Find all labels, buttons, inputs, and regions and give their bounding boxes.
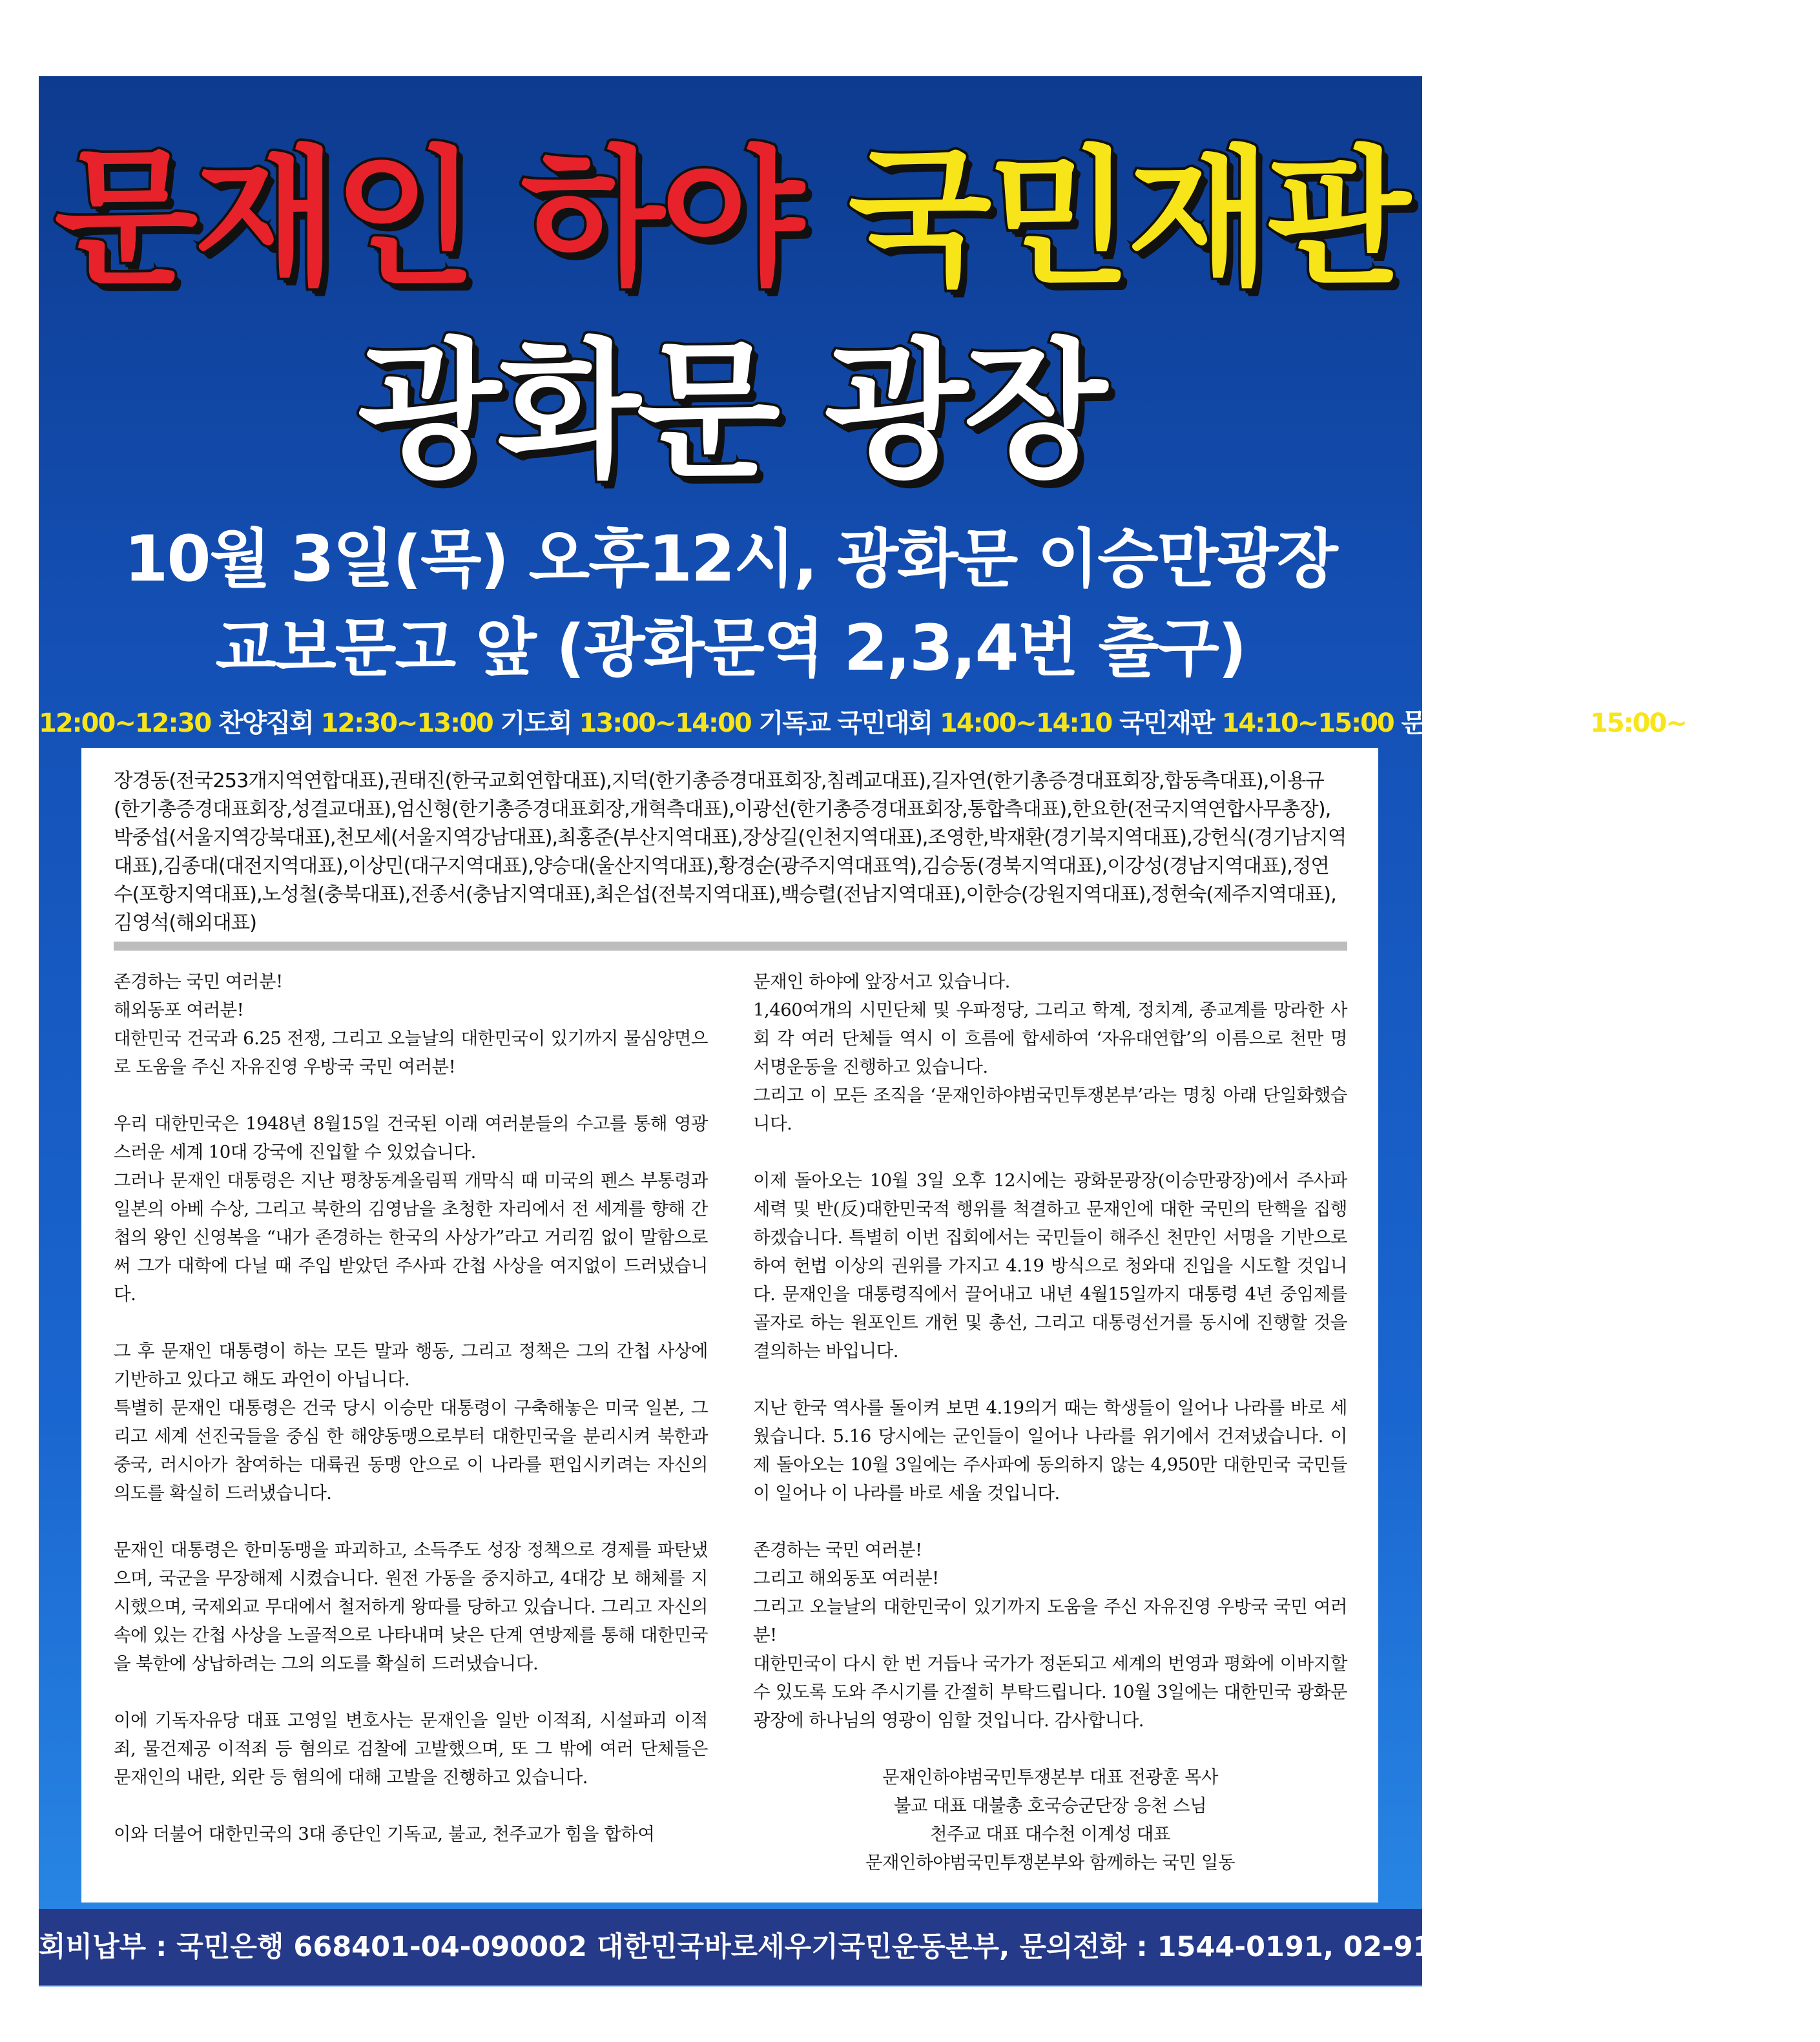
schedule-time: 12:00~12:30 [39,708,211,738]
headline-line1 [39,133,1422,305]
body-column-right [753,967,1347,1877]
signature-block [753,1763,1347,1877]
body-paragraph: 우리 대한민국은 1948년 8월15일 건국된 이래 여러분들의 수고를 통해 영광스러운 세계 10대 강국에 진입할 수 있었습니다. [114,1113,708,1162]
schedule-item: 청와대 진입 [1686,708,1820,738]
body-paragraph: 지난 한국 역사를 돌이켜 보면 4.19의거 때는 학생들이 일어나 나라를 바로 세웠습니다. 5.16 당시에는 군인들이 일어나 나라를 위기에서 건져냈습니다. 이제 돌아오는 10월 3일에는 주사파에 동의하지 않는 4,950만 대한민국 국민들이 일어나 이 나라를 바로 세울 것입니다. [753,1397,1347,1503]
body-paragraph: 문재인 하야에 앞장서고 있습니다. [753,971,1010,992]
body-paragraph: 해외동포 여러분! [114,1000,244,1020]
body-paragraph: 이에 기독자유당 대표 고영일 변호사는 문재인을 일반 이적죄, 시설파괴 이적죄, 물건제공 이적죄 등 혐의로 검찰에 고발했으며, 또 그 밖에 여러 단체들은 문재인의 내란, 외란 등 혐의에 대해 고발을 진행하고 있습니다. [114,1710,708,1788]
body-paragraph: 대한민국 건국과 6.25 전쟁, 그리고 오늘날의 대한민국이 있기까지 물심양면으로 도움을 주신 자유진영 우방국 국민 여러분! [114,1028,708,1077]
headline-yellow-text: 국민재판 [848,133,1407,305]
body-paragraph: 1,460여개의 시민단체 및 우파정당, 그리고 학계, 정치계, 종교계를 망라한 사회 각 여러 단체들 역시 이 흐름에 합세하여 ‘자유대연합’의 이름으로 천만 명 서명운동을 진행하고 있습니다. [753,1000,1347,1077]
event-datetime: 10월 3일(목) 오후12시, 광화문 이승만광장 [124,522,1337,596]
body-paragraph: 그 후 문재인 대통령이 하는 모든 말과 행동, 그리고 정책은 그의 간첩 사상에 기반하고 있다고 해도 과언이 아닙니다. [114,1341,708,1390]
schedule-item: 찬양집회 [211,708,321,738]
body-paragraph: 그리고 이 모든 조직을 ‘문재인하야범국민투쟁본부’라는 명칭 아래 단일화했습니다. [753,1085,1347,1134]
body-paragraph: 존경하는 국민 여러분! [114,971,283,992]
schedule-item: 기독교 국민대회 [750,708,940,738]
body-column-right-text [753,967,1347,1735]
body-paragraph: 이와 더불어 대한민국의 3대 종단인 기독교, 불교, 천주교가 힘을 합하여 [114,1824,655,1844]
headline-red-text: 문재인 하야 [54,133,801,305]
schedule-item: 문재인 하야 연설 [1393,708,1590,738]
body-paragraph: 문재인 대통령은 한미동맹을 파괴하고, 소득주도 성장 정책으로 경제를 파탄냈으며, 국군을 무장해제 시켰습니다. 원전 가동을 중지하고, 4대강 보 해체를 지시했으며, 국제외교 무대에서 철저하게 왕따를 당하고 있습니다. 그리고 자신의 속에 있는 간첩 사상을 노골적으로 나타내며 낮은 단계 연방제를 통해 대한민국을 북한에 상납하려는 그의 의도를 확실히 드러냈습니다. [114,1540,708,1674]
signature-line: 천주교 대표 대수천 이계성 대표 [930,1824,1170,1844]
signature-line: 문재인하야범국민투쟁본부와 함께하는 국민 일동 [865,1852,1236,1873]
signature-line: 문재인하야범국민투쟁본부 대표 전광훈 목사 [882,1767,1218,1788]
signers-list: 장경동(전국253개지역연합대표),권태진(한국교회연합대표),지덕(한기총증경대표회장,침례교대표),길자연(한기총증경대표회장,합동측대표),이용규(한기총증경대표회장,성결교대표),엄신형(한기총증경대표회장,개혁측대표),이광선(한기총증경대표회장,통합측대표),한요한(전국지역연합사무총장),박중섭(서울지역강북대표),천모세(서울지역강남대표),최홍준(부산지역대표),장상길(인천지역대표),조영한,박재환(경기북지역대표),강헌식(경기남지역대표),김종대(대전지역대표),이상민(대구지역대표),양승대(울산지역대표),황경순(광주지역대표역),김승동(경북지역대표),이강성(경남지역대표),정연수(포항지역대표),노성철(충북대표),전종서(충남지역대표),최은섭(전북지역대표),백승렬(전남지역대표),이한승(강원지역대표),정현숙(제주지역대표),김영석(해외대표) [114,770,1347,934]
schedule-time: 14:10~15:00 [1221,708,1394,738]
body-paragraph: 그리고 해외동포 여러분! [753,1568,939,1589]
schedule-time: 15:00~ [1589,708,1686,738]
body-paragraph: 그리고 오늘날의 대한민국이 있기까지 도움을 주신 자유진영 우방국 국민 여러분! [753,1596,1347,1645]
body-paragraph: 대한민국이 다시 한 번 거듭나 국가가 정돈되고 세계의 번영과 평화에 이바지할 수 있도록 도와 주시기를 간절히 부탁드립니다. 10월 3일에는 대한민국 광화문 광장에 하나님의 영광이 임할 것입니다. 감사합니다. [753,1653,1347,1731]
footer-bar: 회비납부 : 국민은행 668401-04-090002 대한민국바로세우기국민운동본부, 문의전화 : 1544-0191, 02-912-0191 [39,1909,1422,1985]
body-paragraph: 특별히 문재인 대통령은 건국 당시 이승만 대통령이 구축해놓은 미국 일본, 그리고 세계 선진국들을 중심 한 해양동맹으로부터 대한민국을 분리시켜 북한과 중국, 러시아가 참여하는 대륙권 동맹 안으로 이 나라를 편입시키려는 자신의 의도를 확실히 드러냈습니다. [114,1397,708,1503]
body-paragraph: 이제 돌아오는 10월 3일 오후 12시에는 광화문광장(이승만광장)에서 주사파 세력 및 반(反)대한민국적 행위를 척결하고 문재인에 대한 국민의 탄핵을 집행하겠습니다. 특별히 이번 집회에서는 국민들이 해주신 천만인 서명을 기반으로 하여 헌법 이상의 권위를 가지고 4.19 방식으로 청와대 진입을 시도할 것입니다. 문재인을 대통령직에서 끌어내고 내년 4월15일까지 대통령 4년 중임제를 골자로 하는 원포인트 개헌 및 총선, 그리고 대통령선거를 동시에 진행할 것을 결의하는 바입니다. [753,1170,1347,1361]
signature-line: 불교 대표 대불총 호국승군단장 응천 스님 [893,1795,1207,1816]
event-location: 교보문고 앞 (광화문역 2,3,4번 출구) [215,612,1246,685]
schedule-item: 국민재판 [1112,708,1222,738]
schedule-time: 14:00~14:10 [939,708,1112,738]
content-panel [81,748,1378,1903]
headline-line2: 광화문 광장 [357,325,1104,498]
schedule-item: 기도회 [492,708,579,738]
schedule-time: 13:00~14:00 [579,708,751,738]
schedule-bar [39,704,1820,743]
poster [39,76,1820,1986]
schedule-time: 12:30~13:00 [320,708,493,738]
body-paragraph: 그러나 문재인 대통령은 지난 평창동계올림픽 개막식 때 미국의 펜스 부통령과 일본의 아베 수상, 그리고 북한의 김영남을 초청한 자리에서 전 세계를 향해 간첩의 왕인 신영복을 “내가 존경하는 한국의 사상가”라고 거리낌 없이 말함으로써 그가 대학에 다닐 때 주입 받았던 주사파 간첩 사상을 여지없이 드러냈습니다. [114,1170,708,1305]
body-column-left [114,967,708,1848]
divider [114,942,1347,951]
body-paragraph: 존경하는 국민 여러분! [753,1540,922,1560]
